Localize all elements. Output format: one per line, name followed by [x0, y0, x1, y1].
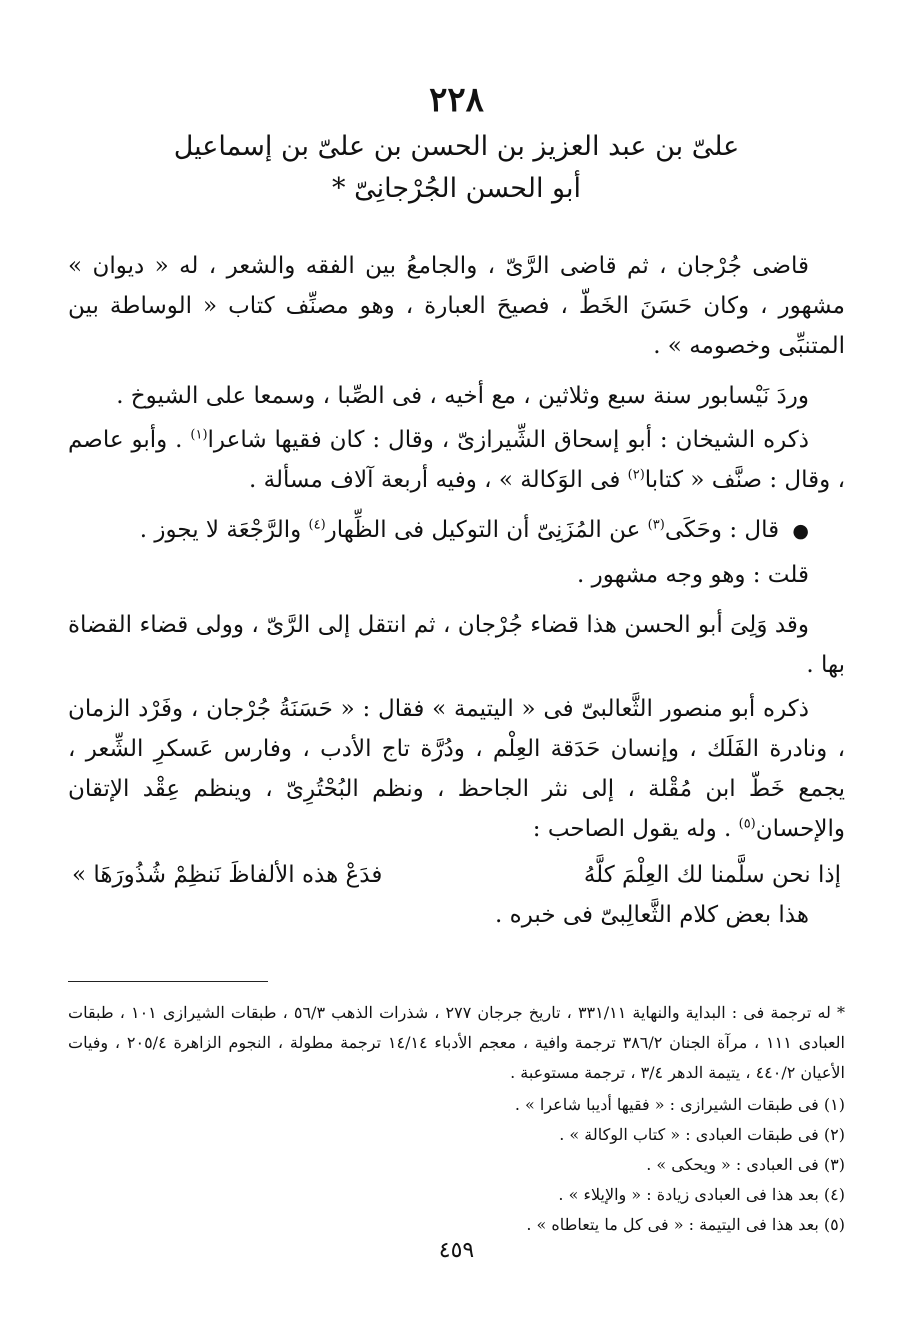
footnote-ref-1: (١) [190, 427, 208, 443]
verse-first-hemistich: إذا نحن سلَّمنا لك العِلْمَ كلَّهُ [583, 862, 841, 888]
paragraph-3 [68, 420, 845, 500]
footnote-4: (٤) بعد هذا فى العبادى زيادة : « والإيلاء » . [558, 1185, 845, 1204]
verse-second-hemistich: فدَعْ هذه الألفاظَ نَنظِمْ شُذُورَهَا » [72, 862, 383, 888]
paragraph-6: وقد وَلِىَ أبو الحسن هذا قضاء جُرْجان ، ثم انتقل إلى الرَّىّ ، وولى قضاء القضاة بها . [68, 612, 845, 678]
paragraph-3-text-b: . وأبو عاصم ، وقال : صنَّف « كتابا [68, 427, 845, 493]
body-text [68, 246, 845, 935]
paragraph-4-text-c: والرَّجْعَة لا يجوز . [139, 517, 309, 543]
paragraph-8: هذا بعض كلام الثَّعالِبىّ فى خبره . [495, 902, 809, 928]
footnote-ref-5: (٥) [738, 816, 756, 832]
footnotes [68, 998, 845, 1240]
footnote-ref-2: (٢) [627, 467, 645, 483]
poetry-verse [68, 855, 845, 895]
bullet-icon: ● [792, 520, 809, 542]
paragraph-4-text-a: قال : وحَكَى [664, 517, 787, 543]
entry-heading-kunya: أبو الحسن الجُرْجانِىّ * [332, 173, 581, 204]
page-number: ٤٥٩ [438, 1238, 475, 1263]
paragraph-3-text-a: ذكره الشيخان : أبو إسحاق الشِّيرازىّ ، وقال : كان فقيها شاعرا [207, 427, 810, 453]
paragraph-4 [68, 510, 845, 551]
footnote-1: (١) فى طبقات الشيرازى : « فقيها أديبا شاعرا » . [514, 1095, 845, 1114]
paragraph-7 [68, 689, 845, 849]
paragraph-1: قاضى جُرْجان ، ثم قاضى الرَّىّ ، والجامعُ بين الفقه والشعر ، له « ديوان » مشهور ، وكان حَسَنَ الخَطّ ، فصيحَ العبارة ، وهو مصنِّف كتاب « الوساطة بين المتنبِّى وخصومه » . [68, 253, 845, 359]
footnote-biography-sources: * له ترجمة فى : البداية والنهاية ٣٣١/١١ ، تاريخ جرجان ٢٧٧ ، شذرات الذهب ٥٦/٣ ، طبقات الشيرازى ١٠١ ، طبقات العبادى ١١١ ، مرآة الجنان ٣٨٦/٢ ترجمة وافية ، معجم الأدباء ١٤/١٤ ترجمة مطولة ، النجوم الزاهرة ٢٠٥/٤ ، وفيات الأعيان ٤٤٠/٢ ، يتيمة الدهر ٣/٤ ، ترجمة مستوعبة . [68, 1003, 846, 1082]
paragraph-3-text-c: فى الوَكالة » ، وفيه أربعة آلاف مسألة . [249, 467, 628, 493]
footnote-ref-4: (٤) [308, 517, 326, 533]
paragraph-7-text-a: ذكره أبو منصور الثَّعالبىّ فى « اليتيمة » فقال : « حَسَنَةُ جُرْجان ، وفَرْد الزمان ، ونادرة الفَلَك ، وإنسان حَدَقة العِلْم ، ودُرَّة تاج الأدب ، وفارس عَسكرِ الشِّعر ، يجمع خَطّ ابن مُقْلة ، إلى نثر الجاحظ ، ونظم البُحْتُرِىّ ، وينظم عِقْد الإتقان والإحسان [68, 696, 845, 842]
footnote-2: (٢) فى طبقات العبادى : « كتاب الوكالة » . [559, 1125, 845, 1144]
paragraph-7-text-b: . وله يقول الصاحب : [532, 816, 739, 842]
paragraph-2: وردَ نَيْسابور سنة سبع وثلاثين ، مع أخيه ، فى الصِّبا ، وسمعا على الشيوخ . [116, 383, 809, 409]
paragraph-5: قلت : وهو وجه مشهور . [576, 562, 809, 588]
paragraph-4-text-b: عن المُزَنِىّ أن التوكيل فى الظِّهار [325, 517, 648, 543]
footnote-5: (٥) بعد هذا فى اليتيمة : « فى كل ما يتعاطاه » . [526, 1215, 845, 1234]
entry-heading-name: علىّ بن عبد العزيز بن الحسن بن علىّ بن إسماعيل [173, 131, 740, 162]
footnote-divider [68, 981, 268, 982]
footnote-3: (٣) فى العبادى : « ويحكى » . [646, 1155, 845, 1174]
entry-number: ٢٢٨ [429, 80, 484, 120]
footnote-ref-3: (٣) [647, 517, 665, 533]
